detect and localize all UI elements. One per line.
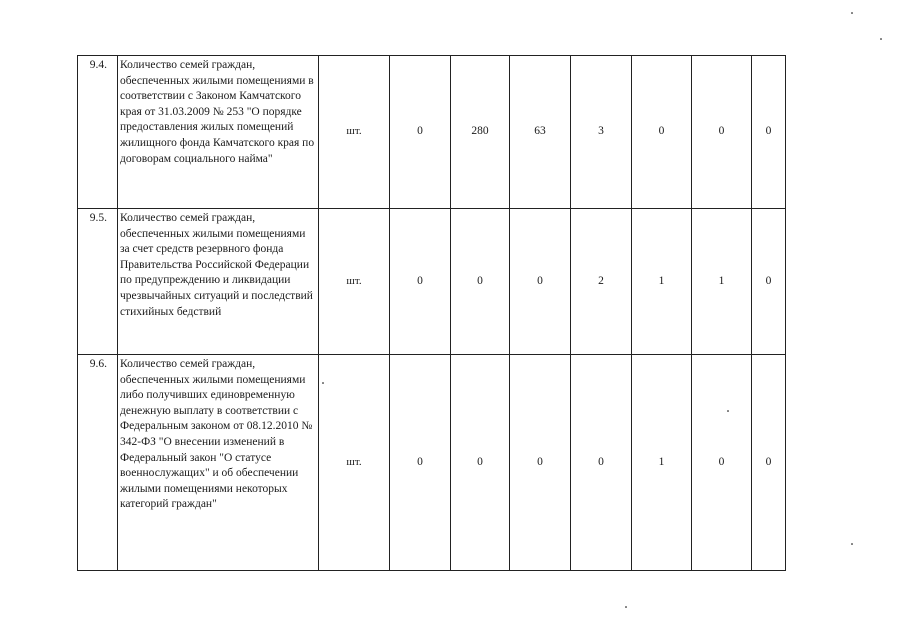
row-value: 1 <box>692 209 752 355</box>
scan-speck <box>880 38 882 40</box>
scan-speck <box>851 12 853 14</box>
row-value: 1 <box>632 355 692 571</box>
row-description: Количество семей граждан, обеспеченных жилыми помещениями в соответствии с Законом Камчатского края от 31.03.2009 № 253 "О порядке предоставления жилых помещений жилищного фонда Камчатского края по договорам социального найма" <box>118 56 319 209</box>
row-description: Количество семей граждан, обеспеченных жилыми помещениями либо получивших единовременную денежную выплату в соответствии с Федеральным законом от 08.12.2010 № 342-ФЗ "О внесении изменений в Федеральный закон "О статусе военнослужащих" и об обеспечении жилыми помещениями некоторых категорий граждан" <box>118 355 319 571</box>
row-unit: шт. <box>319 56 390 209</box>
row-number: 9.4. <box>78 56 118 209</box>
row-value: 0 <box>390 355 451 571</box>
row-value: 0 <box>571 355 632 571</box>
row-value: 0 <box>451 355 510 571</box>
row-value: 0 <box>390 209 451 355</box>
scan-speck <box>625 606 627 608</box>
scan-speck <box>851 543 853 545</box>
row-value: 63 <box>510 56 571 209</box>
row-value: 0 <box>510 355 571 571</box>
row-value: 3 <box>571 56 632 209</box>
row-value: 0 <box>510 209 571 355</box>
row-number: 9.5. <box>78 209 118 355</box>
row-unit: шт. <box>319 355 390 571</box>
scan-speck <box>727 410 729 412</box>
row-value: 0 <box>752 56 786 209</box>
row-description: Количество семей граждан, обеспеченных жилыми помещениями за счет средств резервного фонда Правительства Российской Федерации по предупреждению и ликвидации чрезвычайных ситуаций и последствий стихийных бедствий <box>118 209 319 355</box>
table-row <box>78 209 786 355</box>
indicators-table <box>77 55 786 571</box>
row-value: 0 <box>752 209 786 355</box>
row-value: 0 <box>390 56 451 209</box>
row-value: 1 <box>632 209 692 355</box>
row-value: 0 <box>752 355 786 571</box>
row-unit: шт. <box>319 209 390 355</box>
row-number: 9.6. <box>78 355 118 571</box>
row-value: 0 <box>632 56 692 209</box>
table-row <box>78 56 786 209</box>
row-value: 0 <box>692 355 752 571</box>
row-value: 0 <box>692 56 752 209</box>
scan-speck <box>322 382 324 384</box>
row-value: 280 <box>451 56 510 209</box>
row-value: 0 <box>451 209 510 355</box>
table-row <box>78 355 786 571</box>
row-value: 2 <box>571 209 632 355</box>
